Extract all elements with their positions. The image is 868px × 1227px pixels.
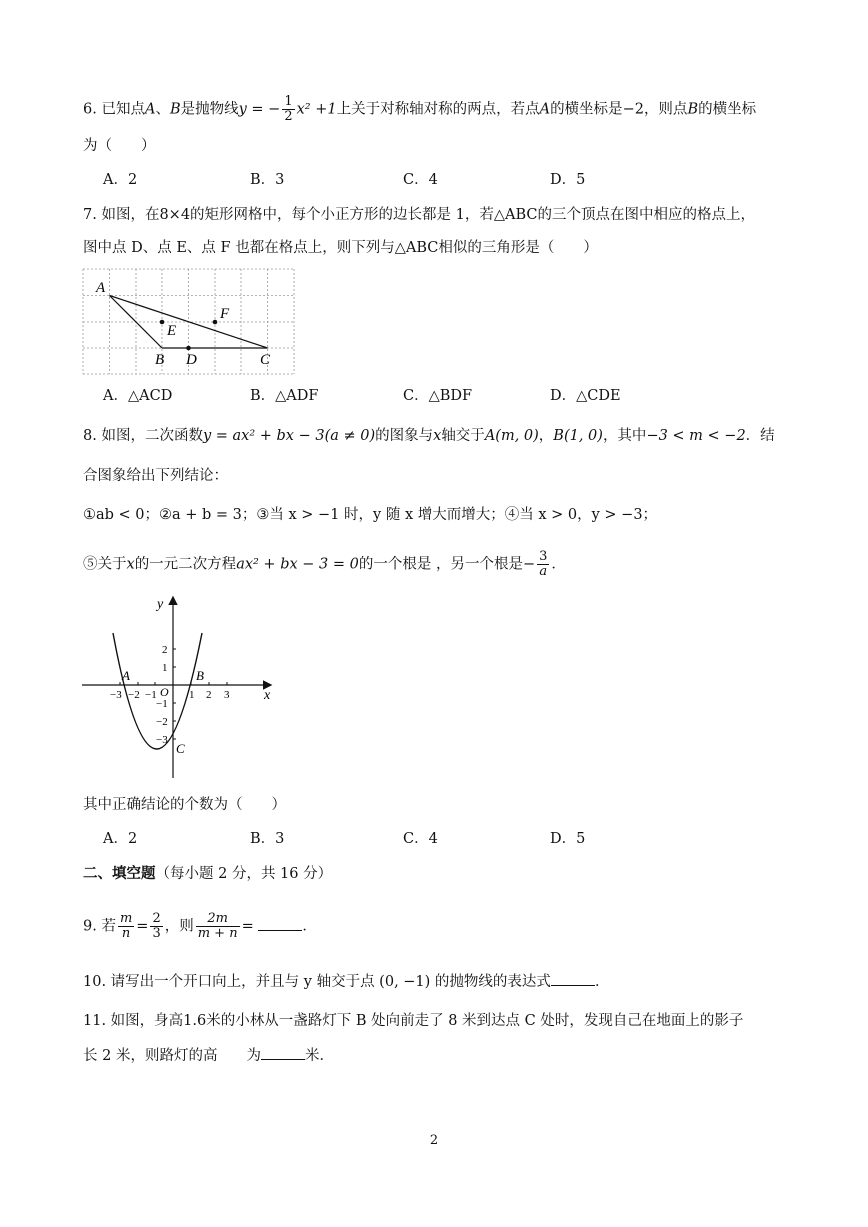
y-tick-label: −1 <box>156 698 168 710</box>
q7-option-c: C．△BDF <box>403 388 473 404</box>
x-tick-label: 1 <box>189 689 195 701</box>
q7-option-b: B．△ADF <box>250 388 319 404</box>
x-tick-label: −1 <box>145 689 157 701</box>
section-2-heading: 二、填空题（每小题 2 分，共 16 分） <box>83 865 333 882</box>
q8-question: 其中正确结论的个数为（ ） <box>83 797 286 813</box>
y-axis-label: y <box>157 597 164 612</box>
q7-grid-figure <box>80 262 310 377</box>
q6-option-c: C．4 <box>403 172 438 188</box>
label-a: A <box>96 280 106 296</box>
point-f <box>213 320 218 325</box>
point-a-label: A <box>122 668 130 683</box>
q6-option-a: A．2 <box>103 172 138 188</box>
q8-line1: 8. 如图，二次函数y = ax² + bx − 3(a ≠ 0)的图象与x轴交于A(m, 0)，B(1, 0)，其中−3 < m < −2．结 <box>83 428 775 444</box>
q6-fraction: $\frac{1}{2}$ <box>284 94 293 124</box>
x-tick-label: −2 <box>128 689 140 701</box>
q8-option-a: A．2 <box>103 831 138 847</box>
point-b-label: B <box>196 668 204 683</box>
q6-option-b: B．3 <box>250 172 285 188</box>
q9-answer-blank <box>258 916 302 931</box>
q10-answer-blank <box>551 971 595 986</box>
q8-line2: 合图象给出下列结论： <box>83 468 228 484</box>
label-e: E <box>167 323 177 339</box>
q6-line2: 为（ ） <box>83 138 156 154</box>
q11-line1: 11. 如图，身高1.6米的小林从一盏路灯下 B 处向前走了 8 米到达点 C 处时，发现自己在地面上的影子 <box>83 1013 744 1029</box>
q7-line1: 7. 如图，在8×4的矩形网格中，每个小正方形的边长都是 1，若△ABC的三个顶点在图中相应的格点上， <box>83 207 756 223</box>
y-tick-label: 1 <box>162 662 168 674</box>
q6-line1: 6. 已知点A、B是抛物线y = − $\frac{1}{2}$ x² +1上关于对称轴对称的两点，若点A的横坐标是−2，则点B的横坐标 <box>83 94 757 124</box>
q8-line3: ①ab < 0；②a + b = 3；③当 x > −1 时，y 随 x 增大而增大；④当 x > 0，y > −3； <box>83 507 658 523</box>
q8-parabola-graph <box>80 590 280 785</box>
label-b: B <box>155 352 165 368</box>
q7-option-a: A．△ACD <box>103 388 173 404</box>
y-tick-label: 2 <box>162 644 168 656</box>
q8-option-d: D．5 <box>550 831 586 847</box>
q8-option-c: C．4 <box>403 831 438 847</box>
point-c-label: C <box>176 741 185 756</box>
q7-option-d: D．△CDE <box>550 388 621 404</box>
x-axis-label: x <box>264 688 271 703</box>
q7-line2: 图中点 D、点 E、点 F 也都在格点上，则下列与△ABC相似的三角形是（ ） <box>83 240 598 256</box>
x-tick-label: −3 <box>110 689 122 701</box>
label-c: C <box>260 352 271 368</box>
page-number: 2 <box>429 1133 439 1148</box>
q8-line4: ⑤关于x的一元二次方程ax² + bx − 3 = 0的一个根是 ，另一个根是− $\frac{3}{a}$ ． <box>83 549 566 579</box>
x-tick-label: 3 <box>224 689 230 701</box>
point-e <box>160 320 165 325</box>
x-tick-label: 2 <box>206 689 212 701</box>
q11-line2: 长 2 米，则路灯的高 为 米． <box>83 1045 334 1066</box>
q11-answer-blank <box>261 1045 305 1060</box>
y-tick-label: −2 <box>156 716 168 728</box>
q9-line: 9. 若 $\frac{m}{n}$ = $\frac{2}{3}$ ，则 $\frac{2m}{m + n}$ = ． <box>83 911 317 941</box>
q10-line: 10. 请写出一个开口向上，并且与 y 轴交于点 (0, −1) 的抛物线的表达式 ． <box>83 971 609 992</box>
point-d <box>186 346 191 351</box>
origin-label: O <box>160 685 169 699</box>
label-d: D <box>186 352 197 368</box>
q8-option-b: B．3 <box>250 831 285 847</box>
q6-option-d: D．5 <box>550 172 586 188</box>
y-tick-label: −3 <box>156 734 168 746</box>
q8-root-fraction: $\frac{3}{a}$ <box>539 549 548 579</box>
label-f: F <box>220 306 230 322</box>
